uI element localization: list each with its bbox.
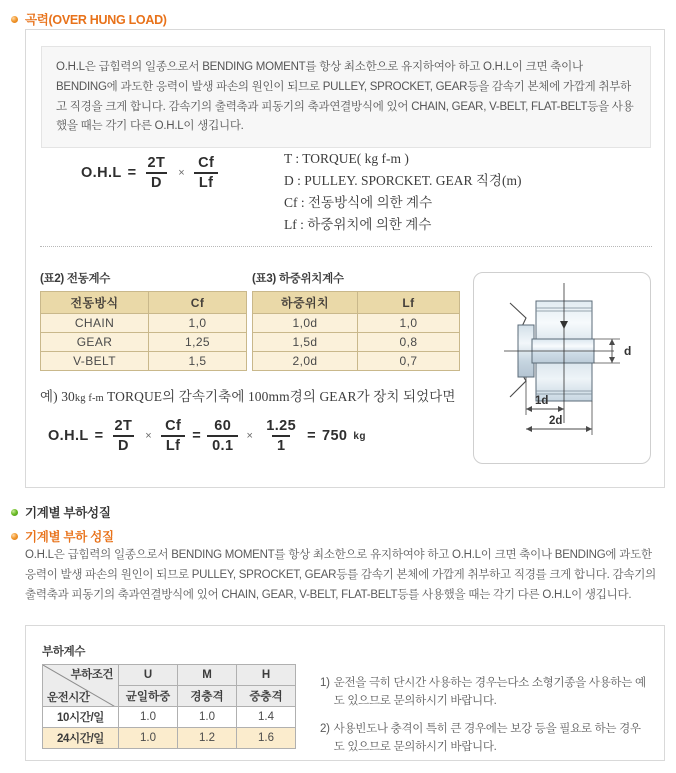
table-row — [41, 314, 247, 333]
ex-f2-numerator: Cf — [165, 418, 182, 434]
ex-fraction-4 — [261, 418, 301, 454]
table2-block — [40, 270, 247, 371]
ohl-description-text: O.H.L은 급힘력의 일종으로서 BENDING MOMENT를 항상 최소한으로 유지하여아 하고 O.H.L이 크면 축이나 BENDING에 과도한 응력이 발생 파손의 원인이 되므로 PULLEY, SPROCKET, GEAR등을 감속기 본체에 가깝게 취부하고 직경을 크게 합니다. 감속기의 출력축과 피동기의 축과연결방식에 있어 CHAIN, GEAR, V-BELT, FLAT-BELT등을 사용했을 때는 각기 다른 O.H.L이 생깁니다. — [56, 61, 634, 133]
formula-times-1: × — [178, 167, 186, 180]
load-table-col-code-u: U — [119, 665, 178, 686]
table2-header-row — [41, 292, 247, 314]
table2-col-method: 전동방식 — [41, 292, 149, 314]
ohl-formula — [81, 155, 219, 191]
ex-times-1: × — [145, 430, 153, 443]
load-table-row-label-1: 24시간/일 — [43, 728, 119, 749]
note-marker-2: 2) — [320, 722, 330, 735]
load-table-cell-1-2: 1.6 — [237, 728, 296, 749]
ex-fraction-1 — [110, 418, 138, 454]
machine-load-description — [25, 546, 665, 605]
table-row — [43, 728, 296, 749]
ex-f3-denominator: 0.1 — [207, 435, 238, 454]
bullet-green-icon — [11, 509, 18, 516]
ex-f4-numerator: 1.25 — [266, 418, 297, 434]
formula-f2-numerator: Cf — [198, 155, 215, 171]
example-sentence — [40, 385, 456, 405]
table3-cell-lf-0: 1,0 — [358, 314, 460, 333]
section-heading-machine-load — [11, 503, 111, 521]
table3-header-row — [253, 292, 460, 314]
example-formula — [48, 418, 366, 454]
formula-fraction-2 — [193, 155, 219, 191]
legend-item-lf: Lf : 하중위치에 의한 계수 — [284, 216, 432, 232]
load-factor-table — [42, 664, 296, 749]
ex-fraction-2 — [160, 418, 186, 454]
table3-col-lf: Lf — [358, 292, 460, 314]
ohl-panel — [25, 29, 665, 488]
ex-f1-numerator: 2T — [114, 418, 133, 434]
load-table-cell-1-0: 1.0 — [119, 728, 178, 749]
ex-formula-result-unit: kg — [353, 430, 366, 442]
section-heading-ohl — [11, 10, 167, 28]
table2-caption: (표2) 전동계수 — [40, 273, 111, 285]
table3-block — [252, 270, 460, 371]
table3-col-position: 하중위치 — [253, 292, 358, 314]
subsection-heading-machine-load — [11, 527, 114, 545]
table2-cell-cf-2: 1,5 — [149, 352, 247, 371]
example-text-mid: TORQUE의 감속기축에 100mm경의 GEAR가 장치 되었다면 — [103, 389, 456, 404]
ex-f2-denominator: Lf — [161, 435, 186, 454]
table3-cell-position-0: 1,0d — [253, 314, 358, 333]
bullet-orange-icon — [11, 16, 18, 23]
ex-formula-eq-1: = — [94, 428, 104, 445]
legend-item-cf: Cf : 전동방식에 의한 계수 — [284, 194, 433, 210]
load-table-corner-top: 부하조건 — [70, 669, 113, 681]
table3-cell-position-2: 2,0d — [253, 352, 358, 371]
load-table-cell-0-2: 1.4 — [237, 707, 296, 728]
ex-formula-eq-3: = — [307, 428, 316, 445]
example-unit-kgfm: kg f-m — [74, 393, 104, 404]
load-factor-notes — [320, 674, 650, 766]
table2-cell-method-2: V-BELT — [41, 352, 149, 371]
load-table-col-name-u: 균일하중 — [119, 686, 178, 707]
note-text-2: 사용빈도나 충격이 특히 큰 경우에는 보강 등을 필요로 하는 경우도 있으므로 문의하시기 바랍니다. — [333, 722, 641, 754]
note-item — [320, 720, 650, 757]
note-text-1: 운전을 극히 단시간 사용하는 경우는다소 소형기종을 사용하는 예도 있으므로 문의하시기 바랍니다. — [333, 677, 646, 708]
section-heading-ohl-label: 곡력(OVER HUNG LOAD) — [25, 13, 167, 27]
load-factor-panel — [25, 625, 665, 761]
load-table-header-row — [43, 665, 296, 686]
table3-caption: (표3) 하중위치계수 — [252, 273, 344, 285]
example-text-pre: 예) 30 — [40, 389, 75, 404]
ex-times-2: × — [246, 430, 254, 443]
table3-cell-lf-1: 0,8 — [358, 333, 460, 352]
ex-formula-result: 750 — [321, 428, 348, 445]
table-row — [253, 314, 460, 333]
formula-f1-denominator: D — [146, 172, 167, 191]
table3-cell-position-1: 1,5d — [253, 333, 358, 352]
table3-cell-lf-2: 0,7 — [358, 352, 460, 371]
diagram-label-d: d — [624, 344, 632, 358]
table-row — [253, 352, 460, 371]
subsection-heading-label: 기계별 부하 성질 — [25, 530, 114, 544]
gear-shaft-drawing-svg — [474, 273, 650, 463]
load-table-corner-cell — [43, 665, 119, 707]
note-marker-1: 1) — [320, 677, 330, 689]
table2-cell-cf-0: 1,0 — [149, 314, 247, 333]
formula-f2-denominator: Lf — [194, 172, 219, 191]
note-item — [320, 674, 650, 711]
ex-f3-numerator: 60 — [214, 418, 232, 434]
table2-cell-cf-1: 1,25 — [149, 333, 247, 352]
formula-equals: = — [127, 165, 137, 182]
gear-shaft-diagram — [473, 272, 651, 464]
ex-formula-eq-2: = — [192, 428, 202, 445]
load-table-col-name-h: 중충격 — [237, 686, 296, 707]
table-row — [41, 352, 247, 371]
formula-fraction-1 — [143, 155, 171, 191]
table3-load-position-coefficient — [252, 291, 460, 371]
load-table-cell-0-1: 1.0 — [178, 707, 237, 728]
table-row — [43, 707, 296, 728]
ex-formula-lhs: O.H.L — [48, 428, 89, 445]
ex-fraction-3 — [207, 418, 238, 454]
section-heading-machine-load-label: 기계별 부하성질 — [25, 506, 111, 520]
load-table-cell-0-0: 1.0 — [119, 707, 178, 728]
load-table-block — [42, 643, 296, 749]
ex-f1-denominator: D — [113, 435, 134, 454]
load-table-col-code-h: H — [237, 665, 296, 686]
formula-lhs: O.H.L — [81, 165, 122, 182]
ohl-legend — [284, 148, 521, 235]
table2-col-cf: Cf — [149, 292, 247, 314]
load-table-cell-1-1: 1.2 — [178, 728, 237, 749]
diagram-label-2d: 2d — [549, 415, 563, 427]
table-row — [253, 333, 460, 352]
machine-load-description-text: O.H.L은 급힘력의 일종으로서 BENDING MOMENT를 항상 최소한으로 유지하여야 하고 O.H.L이 크면 축이나 BENDING에 과도한 응력이 발생 파손의 원인이 되므로 PULLEY, SPROCKET, GEAR등를 감속기 본체에 가깝게 취부하고 직경를 크게 합니다. 감속기의 출력축과 피동기의 축과연결방식에 있어 CHAIN, GEAR, V-BELT, FLAT-BELT등를 사용했을 때는 각기 다른 O.H.L이 생깁니다. — [25, 549, 656, 601]
table2-cell-method-0: CHAIN — [41, 314, 149, 333]
load-table-corner-bottom: 운전시간 — [47, 692, 90, 704]
load-table-caption: 부하계수 — [42, 646, 86, 658]
ohl-description-box — [41, 46, 651, 148]
load-table-col-name-m: 경충격 — [178, 686, 237, 707]
ex-f4-denominator: 1 — [272, 435, 290, 454]
legend-item-d: D : PULLEY. SPORCKET. GEAR 직경(m) — [284, 172, 522, 188]
divider-dotted — [40, 246, 652, 247]
diagram-label-1d: 1d — [535, 395, 549, 407]
table2-cell-method-1: GEAR — [41, 333, 149, 352]
load-table-row-label-0: 10시간/일 — [43, 707, 119, 728]
table2-transmission-coefficient — [40, 291, 247, 371]
table-row — [41, 333, 247, 352]
formula-f1-numerator: 2T — [147, 155, 166, 171]
legend-item-t: T : TORQUE( kg f-m ) — [284, 151, 409, 166]
load-table-col-code-m: M — [178, 665, 237, 686]
bullet-orange-icon-2 — [11, 533, 18, 540]
